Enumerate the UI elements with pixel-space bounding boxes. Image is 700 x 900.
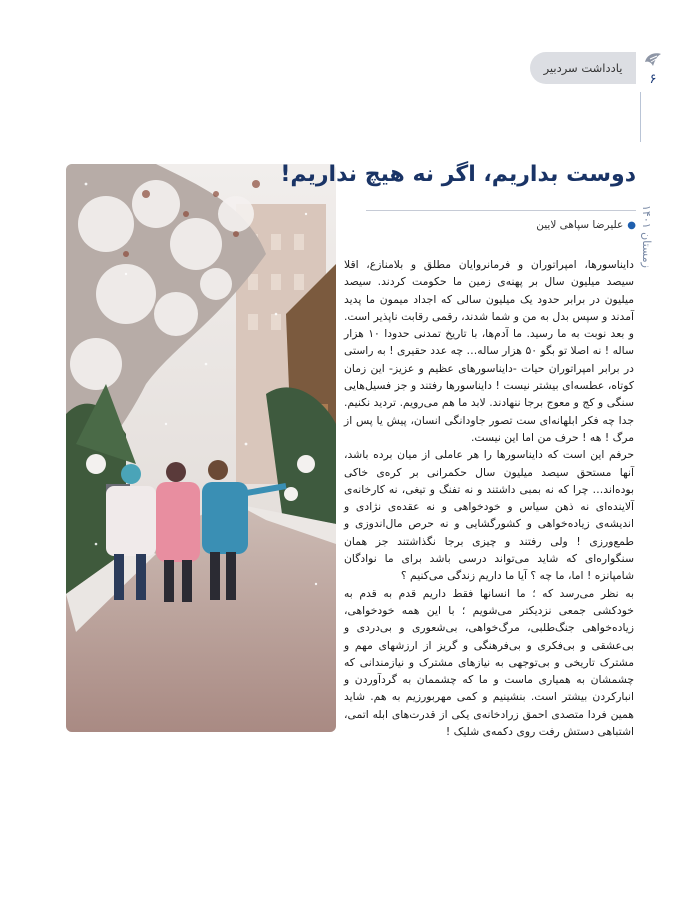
section-label: یادداشت سردبیر xyxy=(543,61,623,75)
author-line xyxy=(440,219,636,231)
title-divider xyxy=(366,210,636,211)
article-paragraph: به نظر می‌رسد که ؛ ما انسانها فقط داریم قدم به قدم به خودکشی جمعی نزدیکتر می‌شویم ؛ با این همه خودخواهی، زیاده‌خواهی جنگ‌طلبی، مرگ‌خواهی، بی‌شعوری و بی‌دردی و بی‌عشقی و بی‌فکری و بی‌فرهنگی و گریز از ارزشهای مهم و مشترک تاریخی و بی‌توجهی به نیازهای مشترک و نیازمندانی که چشمشان به همیاری ماست و ما که چشممان به گردآوردن و انبارکردن بیشتر است. بنشینیم و کمی مهربورزیم به هم. شاید همین فردا متصدی احمق زرادخانه‌ی یکی از قدرت‌های ابله اتمی، اشتباهی دستش رفت روی دکمه‌ی شلیک ! xyxy=(344,586,634,739)
magazine-logo-icon xyxy=(641,48,665,72)
author-name: علیرضا سپاهی لایین xyxy=(536,219,624,231)
article-paragraph: دایناسورها، امپراتوران و فرمانروایان مطلق و بلامنازع، اقلا سیصد میلیون سال بر پهنه‌ی زمین ما حکومت کردند. سیصد میلیون در برابر حدود یک میلیون سالی که اجداد میمون ما پدید آمدند و سپس بدل به من و شما شدند، رقمی رقابت ناپذیر است. و بعد نوبت به ما رسید. ما آدم‌ها، با تاریخ تمدنی حدودا ۱۰ هزار ساله ! نه اصلا تو بگو ۵۰ هزار ساله… چه عدد حقیری ! به راستی در برابر امپراتوران حیات -دایناسورهای عظیم و عزیز- این زمان کوتاه، عطسه‌ای بیشتر نیست ! دایناسورها رفتند و جز فسیل‌هایی سنگی و کج و معوج برجا ننهادند. لابد ما هم می‌رویم. تردید نکنیم. جدا چه فکر ابلهانه‌ای ست تصور جاودانگی انسان، پیش یا پس از مرگ ! هه ! حرف من اما این نیست. xyxy=(344,258,635,444)
article-title: دوست بداریم، اگر نه هیچ نداریم! xyxy=(280,162,636,187)
article-body xyxy=(344,256,634,740)
page-number: ۶ xyxy=(649,72,657,87)
section-tab xyxy=(530,52,636,84)
article-paragraph: حرفم این است که دایناسورها را هر عاملی از میان برده باشد، آنها مستحق سیصد میلیون سال حکمرانی بر کره‌ی خاکی بوده‌اند… چرا که نه بمبی داشتند و نه تفنگ و تیغی، نه کارخانه‌ی آلاینده‌ای نه ذهن سیاس و خودخواهی و نه عقده‌ی نژادی و اندیشه‌ی زیاده‌خواهی و کشورگشایی و نه حرص مال‌اندوزی و طمع‌ورزی ! ولی رفتند و چیزی برجا نگذاشتند جز همان سنگواره‌ای که شاید می‌تواند درسی باشد برای ما نوادگان شامپانزه ! اما، ما چه ؟ آیا ما داریم زندگی می‌کنیم ؟ xyxy=(344,448,634,583)
margin-rule xyxy=(640,92,641,142)
issue-season: زمستان ۱۴۰۱ xyxy=(640,205,653,268)
bullet-icon: ● xyxy=(627,220,636,231)
article-photo xyxy=(66,164,336,732)
photo-snow-street-icon xyxy=(66,164,336,732)
